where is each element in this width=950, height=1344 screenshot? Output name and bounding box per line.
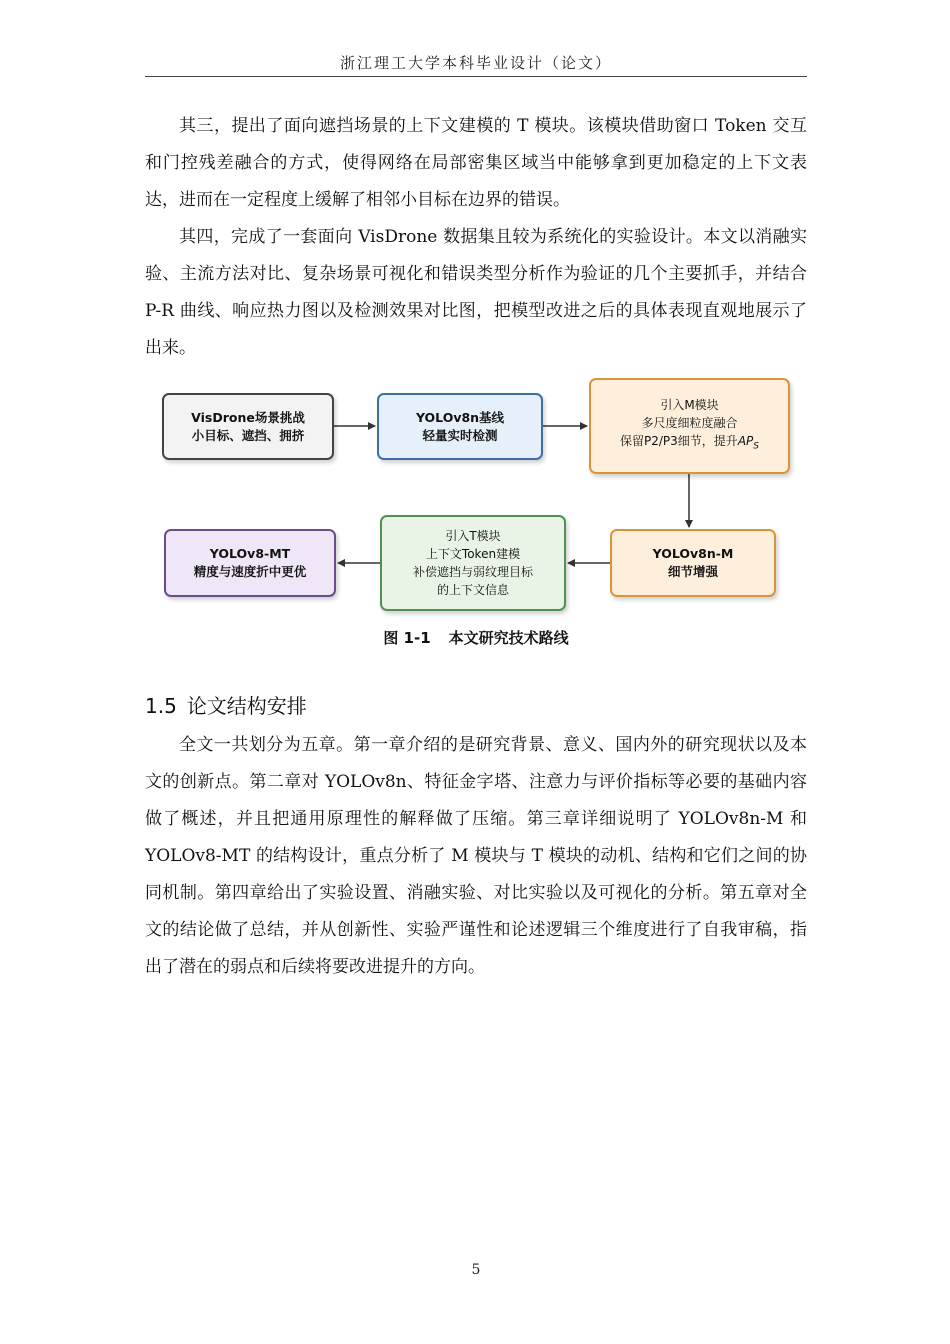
- node-m-module-title: 引入M模块: [660, 398, 719, 413]
- node-yolov8-mt: [164, 529, 336, 597]
- node-t-module-desc: 上下文Token建模: [425, 547, 521, 561]
- node-challenge-desc: 小目标、遮挡、拥挤: [191, 427, 305, 443]
- node-yolov8n-m: [610, 529, 776, 597]
- page-number: 5: [471, 1262, 481, 1278]
- node-visdrone-challenge: [162, 393, 334, 460]
- node-yolov8n-baseline: [377, 393, 543, 460]
- running-header: 浙江理工大学本科毕业设计（论文）: [339, 54, 612, 72]
- node-m-module-detail-text: 保留P2/P3细节，提升: [620, 434, 738, 449]
- paragraph-experiment-design: 其四，完成了一套面向 VisDrone 数据集且较为系统化的实验设计。本文以消融实验、主流方法对比、复杂场景可视化和错误类型分析作为验证的几个主要抓手，并结合 P-R 曲线、响应热力图以及检测效果对比图，把模型改进之后的具体表现直观地展示了出来。: [145, 227, 807, 358]
- node-m-module-desc: 多尺度细粒度融合: [641, 416, 738, 431]
- metric-ap-subscript: S: [753, 441, 759, 452]
- node-t-module-detail: 补偿遮挡与弱纹理目标: [412, 565, 533, 579]
- figure-caption-number: 图 1-1: [383, 629, 431, 647]
- paragraph-t-module: 其三，提出了面向遮挡场景的上下文建模的 T 模块。该模块借助窗口 Token 交互和门控残差融合的方式，使得网络在局部密集区域当中能够拿到更加稳定的上下文表达，进而在一定程度上缓解了相邻小目标在边界的错误。: [145, 116, 807, 210]
- section-heading: [145, 690, 307, 719]
- node-m-model-title: YOLOv8n-M: [652, 546, 734, 561]
- node-t-module-detail-2: 的上下文信息: [436, 583, 509, 597]
- header-divider: [145, 76, 807, 77]
- node-t-module: [380, 515, 566, 611]
- node-baseline-desc: 轻量实时检测: [422, 427, 498, 443]
- figure-caption: [145, 627, 807, 648]
- node-t-module-title: 引入T模块: [445, 529, 501, 543]
- paragraph-thesis-structure: 全文一共划分为五章。第一章介绍的是研究背景、意义、国内外的研究现状以及本文的创新点。第二章对 YOLOv8n、特征金字塔、注意力与评价指标等必要的基础内容做了概述，并且把通用原理性的解释做了压缩。第三章详细说明了 YOLOv8n-M 和 YOLOv8-MT 的结构设计，重点分析了 M 模块与 T 模块的动机、结构和它们之间的协同机制。第四章给出了实验设置、消融实验、对比实验以及可视化的分析。第五章对全文的结论做了总结，并从创新性、实验严谨性和论述逻辑三个维度进行了自我审稿，指出了潜在的弱点和后续将要改进提升的方向。: [145, 735, 807, 977]
- metric-ap: AP: [737, 434, 754, 449]
- section-title-text: 论文结构安排: [186, 694, 307, 718]
- node-m-module: [589, 378, 790, 474]
- node-m-model-desc: 细节增强: [667, 564, 718, 579]
- section-number: 1.5: [145, 694, 177, 718]
- node-mt-model-desc: 精度与速度折中更优: [193, 564, 307, 579]
- research-route-diagram: [155, 375, 795, 605]
- figure-caption-text: 本文研究技术路线: [448, 629, 569, 647]
- node-challenge-title: VisDrone场景挑战: [191, 409, 305, 425]
- node-baseline-title: YOLOv8n基线: [415, 409, 505, 425]
- node-m-module-detail: [620, 432, 759, 455]
- node-mt-model-title: YOLOv8-MT: [209, 546, 291, 561]
